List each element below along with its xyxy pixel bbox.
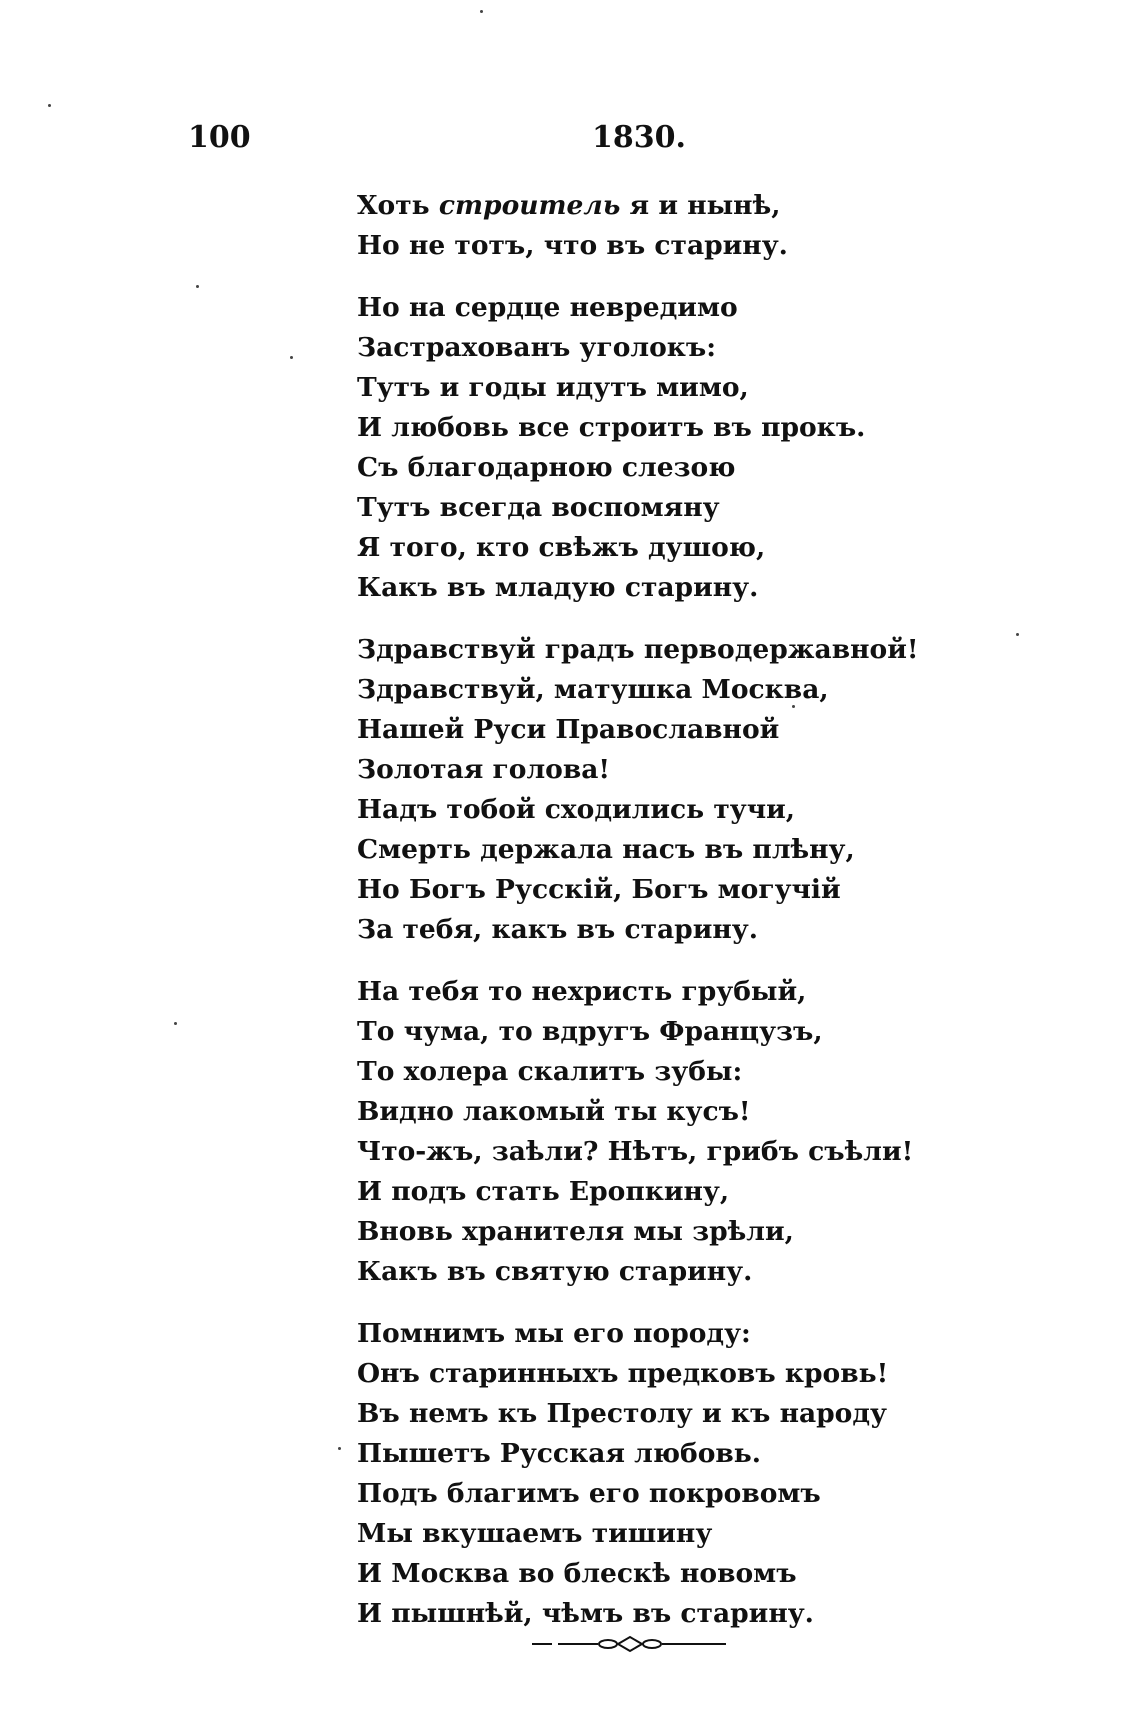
verse-line: Я того, кто свѣжъ душою, xyxy=(357,532,766,563)
verse-line: Мы вкушаемъ тишину xyxy=(357,1518,713,1549)
ornament-loop xyxy=(643,1640,661,1648)
verse-line: Тутъ всегда воспомяну xyxy=(357,492,720,523)
verse-line: И пышнѣй, чѣмъ въ старину. xyxy=(357,1598,814,1629)
verse-line: Съ благодарною слезою xyxy=(357,452,736,483)
print-speck xyxy=(480,10,483,13)
stanza xyxy=(357,288,917,608)
verse-line: Подъ благимъ его покровомъ xyxy=(357,1478,821,1509)
poem xyxy=(357,186,917,1656)
verse-line: Какъ въ святую старину. xyxy=(357,1256,753,1287)
print-speck xyxy=(196,285,199,288)
print-speck xyxy=(792,705,795,708)
verse-line: Застрахованъ уголокъ: xyxy=(357,332,717,363)
verse-fragment: я и нынѣ, xyxy=(620,190,781,221)
ornament-diamond xyxy=(618,1637,642,1651)
running-title: 1830. xyxy=(592,120,686,155)
print-speck xyxy=(290,356,293,359)
verse-line: То холера скалитъ зубы: xyxy=(357,1056,743,1087)
verse-line: Но Богъ Русскій, Богъ могучій xyxy=(357,874,841,905)
ornament-loop xyxy=(599,1640,617,1648)
verse-line: Вновь хранителя мы зрѣли, xyxy=(357,1216,794,1247)
print-speck xyxy=(48,104,51,107)
verse-line: Нашей Руси Православной xyxy=(357,714,780,745)
print-speck xyxy=(338,1447,341,1450)
verse-line: Видно лакомый ты кусъ! xyxy=(357,1096,751,1127)
verse-line: Тутъ и годы идутъ мимо, xyxy=(357,372,749,403)
verse-line: То чума, то вдругъ Французъ, xyxy=(357,1016,823,1047)
verse-line: Но на сердце невредимо xyxy=(357,292,738,323)
verse-emphasis: строитель xyxy=(438,190,621,221)
verse-line: Здравствуй градъ перводержавной! xyxy=(357,634,919,665)
verse-line: Смерть держала насъ въ плѣну, xyxy=(357,834,855,865)
page-number: 100 xyxy=(188,120,251,155)
end-ornament xyxy=(530,1634,730,1654)
stanza xyxy=(357,186,917,266)
verse-line: Помнимъ мы его породу: xyxy=(357,1318,751,1349)
verse-line: Онъ старинныхъ предковъ кровь! xyxy=(357,1358,889,1389)
verse-line: Золотая голова! xyxy=(357,754,611,785)
verse-line: И подъ стать Еропкину, xyxy=(357,1176,730,1207)
print-speck xyxy=(1016,633,1019,636)
verse-line: Здравствуй, матушка Москва, xyxy=(357,674,829,705)
verse-line: Надъ тобой сходились тучи, xyxy=(357,794,796,825)
verse-line: И Москва во блескѣ новомъ xyxy=(357,1558,797,1589)
verse-line xyxy=(357,186,917,226)
verse-line: Какъ въ младую старину. xyxy=(357,572,759,603)
verse-line: За тебя, какъ въ старину. xyxy=(357,914,758,945)
page-header xyxy=(0,120,1140,160)
print-speck xyxy=(174,1022,177,1025)
verse-line: На тебя то нехристь грубый, xyxy=(357,976,807,1007)
stanza xyxy=(357,630,917,950)
stanza xyxy=(357,1314,917,1634)
verse-line: Но не тотъ, что въ старину. xyxy=(357,230,788,261)
verse-line: Въ немъ къ Престолу и къ народу xyxy=(357,1398,887,1429)
stanza xyxy=(357,972,917,1292)
verse-line: И любовь все строитъ въ прокъ. xyxy=(357,412,866,443)
verse-line: Что-жъ, заѣли? Нѣтъ, грибъ съѣли! xyxy=(357,1136,914,1167)
verse-line: Пышетъ Русская любовь. xyxy=(357,1438,762,1469)
verse-fragment: Хоть xyxy=(357,190,439,221)
